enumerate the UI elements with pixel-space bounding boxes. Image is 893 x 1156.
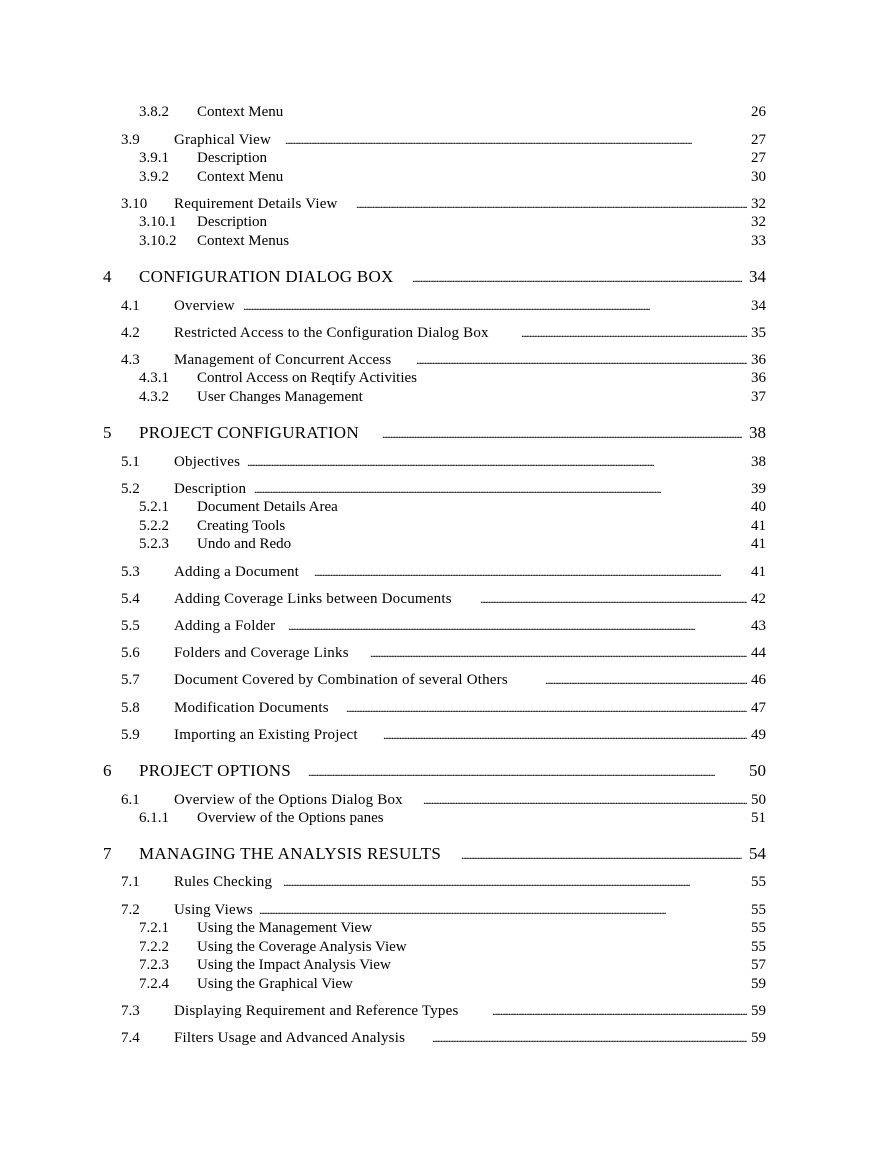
toc-page: 59: [751, 976, 766, 992]
toc-title: Graphical View: [174, 132, 272, 148]
toc-entry[interactable]: [0, 368, 893, 388]
toc-page: 46: [751, 672, 766, 688]
toc-page: 37: [751, 389, 766, 405]
leader-dots: [521, 323, 747, 343]
toc-page: 55: [751, 874, 766, 890]
toc-page: 38: [749, 423, 766, 442]
toc-chapter[interactable]: [0, 267, 893, 287]
toc-title: Requirement Details View: [174, 196, 338, 212]
toc-number: 5.4: [121, 591, 140, 607]
toc-title: Folders and Coverage Links: [174, 645, 349, 661]
toc-title: PROJECT CONFIGURATION: [139, 423, 359, 442]
toc-entry[interactable]: [0, 130, 893, 150]
toc-number: 4.3: [121, 352, 140, 368]
toc-number: 6.1: [121, 792, 140, 808]
toc-page: 50: [751, 792, 766, 808]
toc-entry[interactable]: [0, 698, 893, 718]
toc-chapter[interactable]: [0, 761, 893, 781]
leader-dots: [545, 670, 747, 690]
toc-page: 41: [751, 518, 766, 534]
toc-number: 3.9.1: [139, 150, 169, 166]
toc-number: 7.2: [121, 902, 140, 918]
toc-page: 34: [751, 298, 766, 314]
toc-entry[interactable]: [0, 955, 893, 975]
toc-number: 5.3: [121, 564, 140, 580]
toc-entry[interactable]: [0, 194, 893, 214]
toc-page: 30: [751, 169, 766, 185]
toc-number: 3.10.1: [139, 214, 177, 230]
toc-page: 57: [751, 957, 766, 973]
toc-entry[interactable]: [0, 790, 893, 810]
toc-number: 5.1: [121, 454, 140, 470]
toc-number: 7.4: [121, 1030, 140, 1046]
toc-page: 59: [751, 1030, 766, 1046]
toc-number: 5.2.1: [139, 499, 169, 515]
leader-dots: [416, 350, 747, 370]
toc-page: 42: [751, 591, 766, 607]
toc-entry[interactable]: [0, 516, 893, 536]
toc-page: 43: [751, 618, 766, 634]
toc-title: Document Details Area: [197, 499, 338, 515]
toc-number: 5.5: [121, 618, 140, 634]
toc-entry[interactable]: [0, 562, 893, 582]
toc-page: 27: [751, 150, 766, 166]
leader-dots: [308, 761, 742, 781]
toc-title: Description: [197, 150, 267, 166]
toc-title: Overview of the Options Dialog Box: [174, 792, 403, 808]
leader-dots: [492, 1001, 747, 1021]
toc-page: 59: [751, 1003, 766, 1019]
toc-page: 54: [749, 844, 766, 863]
leader-dots: [382, 423, 742, 443]
toc-title: PROJECT OPTIONS: [139, 761, 292, 780]
toc-number: 5.8: [121, 700, 140, 716]
leader-dots: [247, 452, 747, 472]
toc-title: Using the Management View: [197, 920, 373, 936]
toc-title: Rules Checking: [174, 874, 273, 890]
toc-entry[interactable]: [0, 900, 893, 920]
toc-entry[interactable]: [0, 725, 893, 745]
toc-page: 35: [751, 325, 766, 341]
leader-dots: [254, 479, 747, 499]
toc-page: 55: [751, 902, 766, 918]
toc-entry[interactable]: [0, 872, 893, 892]
toc-title: Context Menu: [197, 104, 284, 120]
leader-dots: [243, 296, 747, 316]
toc-page: 36: [751, 370, 766, 386]
toc-entry[interactable]: [0, 167, 893, 187]
toc-number: 5.2.3: [139, 536, 169, 552]
leader-dots: [285, 130, 747, 150]
toc-entry[interactable]: [0, 534, 893, 554]
toc-entry[interactable]: [0, 918, 893, 938]
toc-page: 39: [751, 481, 766, 497]
toc-chapter[interactable]: [0, 423, 893, 443]
toc-entry[interactable]: [0, 1001, 893, 1021]
leader-dots: [461, 844, 742, 864]
toc-entry[interactable]: [0, 212, 893, 232]
leader-dots: [288, 616, 747, 636]
toc-title: Adding a Document: [174, 564, 300, 580]
toc-entry[interactable]: [0, 616, 893, 636]
toc-number: 5.2.2: [139, 518, 169, 534]
toc-number: 7.2.2: [139, 939, 169, 955]
toc-entry[interactable]: [0, 387, 893, 407]
toc-title: User Changes Management: [197, 389, 363, 405]
toc-entry[interactable]: [0, 479, 893, 499]
leader-dots: [259, 900, 747, 920]
toc-entry[interactable]: [0, 148, 893, 168]
toc-title: Using the Graphical View: [197, 976, 353, 992]
toc-number: 5.7: [121, 672, 140, 688]
toc-number: 5: [103, 423, 112, 442]
toc-page: 44: [751, 645, 766, 661]
toc-page: 47: [751, 700, 766, 716]
leader-dots: [283, 872, 747, 892]
toc-number: 3.10: [121, 196, 148, 212]
leader-dots: [480, 589, 747, 609]
toc-number: 7: [103, 844, 112, 863]
toc-title: Importing an Existing Project: [174, 727, 358, 743]
toc-title: CONFIGURATION DIALOG BOX: [139, 267, 394, 286]
toc-title: Using Views: [174, 902, 253, 918]
toc-page: 32: [751, 214, 766, 230]
toc-page: 26: [751, 104, 766, 120]
toc-title: Description: [174, 481, 247, 497]
toc-number: 6: [103, 761, 112, 780]
toc-number: 3.10.2: [139, 233, 177, 249]
toc-title: Adding a Folder: [174, 618, 276, 634]
toc-title: Context Menus: [197, 233, 290, 249]
toc-number: 5.2: [121, 481, 140, 497]
toc-page: 34: [749, 267, 766, 286]
toc-entry[interactable]: [0, 974, 893, 994]
toc-title: Creating Tools: [197, 518, 286, 534]
leader-dots: [356, 194, 747, 214]
toc-page: 36: [751, 352, 766, 368]
leader-dots: [370, 643, 747, 663]
toc-number: 7.3: [121, 1003, 140, 1019]
toc-number: 4: [103, 267, 112, 286]
toc-number: 7.2.1: [139, 920, 169, 936]
toc-title: Description: [197, 214, 267, 230]
toc-title: Management of Concurrent Access: [174, 352, 392, 368]
toc-chapter[interactable]: [0, 844, 893, 864]
toc-page: 40: [751, 499, 766, 515]
toc-number: 7.2.4: [139, 976, 169, 992]
toc-number: 5.6: [121, 645, 140, 661]
toc-entry[interactable]: [0, 497, 893, 517]
toc-number: 7.2.3: [139, 957, 169, 973]
toc-entry[interactable]: [0, 231, 893, 251]
toc-title: Modification Documents: [174, 700, 329, 716]
toc-title: Adding Coverage Links between Documents: [174, 591, 452, 607]
toc-title: Context Menu: [197, 169, 284, 185]
toc-page: 41: [751, 536, 766, 552]
toc-number: 3.9.2: [139, 169, 169, 185]
toc-number: 5.9: [121, 727, 140, 743]
toc-entry[interactable]: [0, 937, 893, 957]
toc-title: MANAGING THE ANALYSIS RESULTS: [139, 844, 442, 863]
toc-title: Objectives: [174, 454, 241, 470]
leader-dots: [432, 1028, 747, 1048]
toc-page: 51: [751, 810, 766, 826]
toc-title: Document Covered by Combination of several Others: [174, 672, 508, 688]
toc-title: Displaying Requirement and Reference Types: [174, 1003, 459, 1019]
toc-entry[interactable]: [0, 1028, 893, 1048]
toc-title: Using the Impact Analysis View: [197, 957, 391, 973]
toc-title: Restricted Access to the Configuration Dialog Box: [174, 325, 489, 341]
toc-number: 7.1: [121, 874, 140, 890]
toc-page: 55: [751, 920, 766, 936]
leader-dots: [314, 562, 747, 582]
toc-entry[interactable]: [0, 102, 893, 122]
toc-page: 49: [751, 727, 766, 743]
toc-entry[interactable]: [0, 452, 893, 472]
toc-number: 4.1: [121, 298, 140, 314]
toc-title: Using the Coverage Analysis View: [197, 939, 407, 955]
toc-page: 55: [751, 939, 766, 955]
toc-title: Filters Usage and Advanced Analysis: [174, 1030, 406, 1046]
toc-title: Control Access on Reqtify Activities: [197, 370, 417, 386]
toc-entry[interactable]: [0, 670, 893, 690]
toc-entry[interactable]: [0, 296, 893, 316]
toc-number: 4.3.1: [139, 370, 169, 386]
leader-dots: [383, 725, 747, 745]
toc-number: 3.9: [121, 132, 140, 148]
leader-dots: [412, 267, 742, 287]
toc-entry[interactable]: [0, 808, 893, 828]
toc-page: 38: [751, 454, 766, 470]
toc-page: 32: [751, 196, 766, 212]
toc-entry[interactable]: [0, 643, 893, 663]
toc-page: 41: [751, 564, 766, 580]
leader-dots: [346, 698, 747, 718]
toc-number: 4.3.2: [139, 389, 169, 405]
toc-page: 50: [749, 761, 766, 780]
toc-number: 4.2: [121, 325, 140, 341]
toc-entry[interactable]: [0, 589, 893, 609]
toc-number: 6.1.1: [139, 810, 169, 826]
toc-title: Overview of the Options panes: [197, 810, 384, 826]
leader-dots: [423, 790, 747, 810]
toc-page: 33: [751, 233, 766, 249]
toc-title: Overview: [174, 298, 235, 314]
toc-number: 3.8.2: [139, 104, 169, 120]
toc-entry[interactable]: [0, 350, 893, 370]
toc-entry[interactable]: [0, 323, 893, 343]
toc-page: 27: [751, 132, 766, 148]
toc-title: Undo and Redo: [197, 536, 292, 552]
